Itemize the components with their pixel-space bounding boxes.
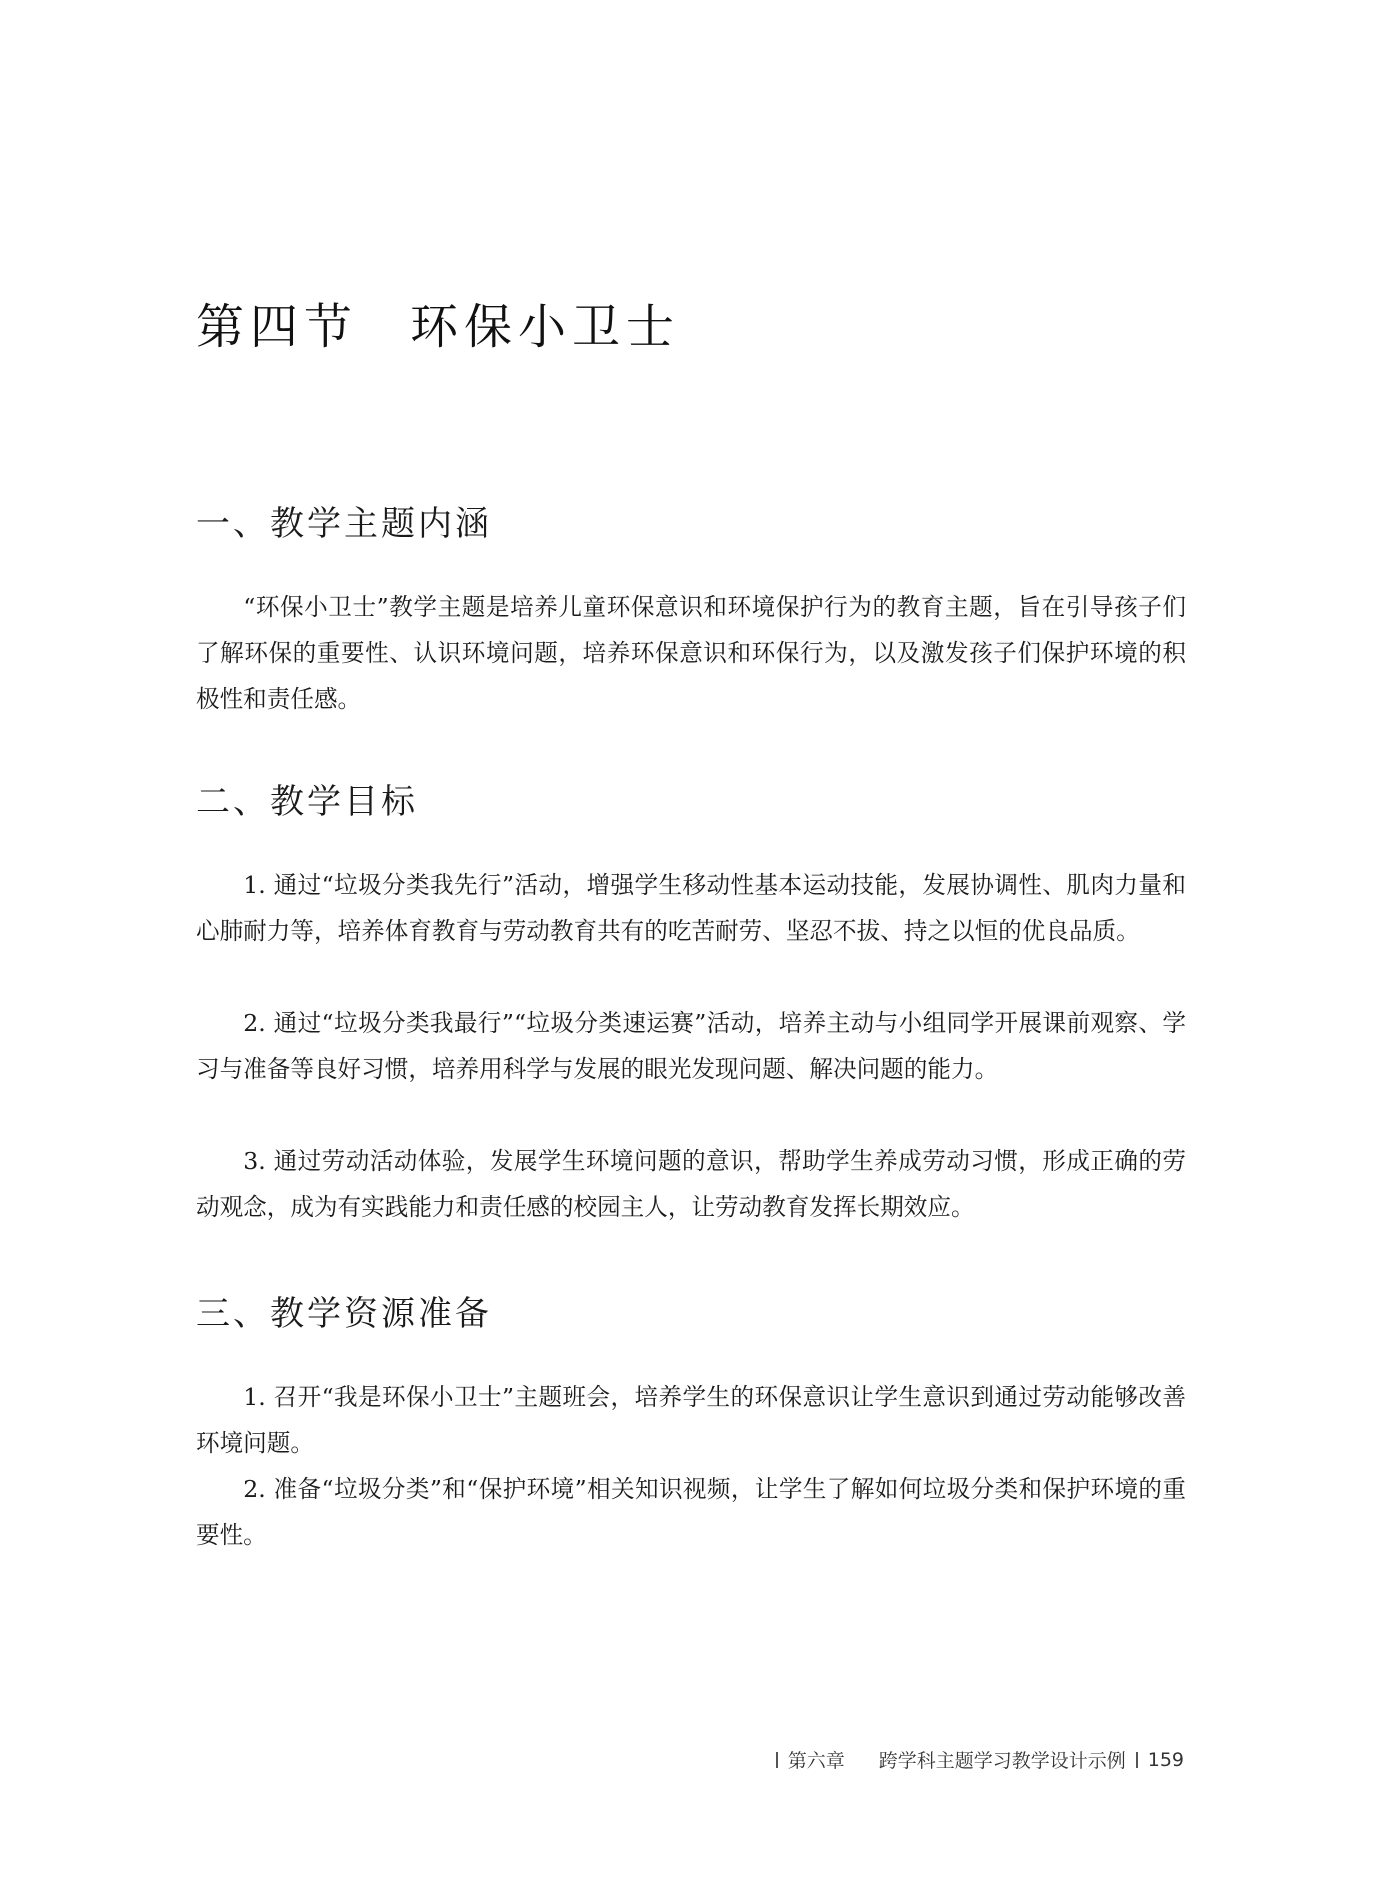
page-title bbox=[196, 288, 680, 357]
paragraph-resource-2: 2. 准备“垃圾分类”和“保护环境”相关知识视频，让学生了解如何垃圾分类和保护环境的重要性。 bbox=[196, 1475, 1186, 1549]
paragraph-goal-3: 3. 通过劳动活动体验，发展学生环境问题的意识，帮助学生养成劳动习惯，形成正确的劳动观念，成为有实践能力和责任感的校园主人，让劳动教育发挥长期效应。 bbox=[196, 1147, 1186, 1221]
footer-chapter-title: 跨学科主题学习教学设计示例 bbox=[878, 1750, 1126, 1772]
section-heading-goals: 二、教学目标 bbox=[196, 782, 418, 822]
section-number: 第四节 bbox=[196, 299, 359, 355]
paragraph-resource-1: 1. 召开“我是环保小卫士”主题班会，培养学生的环保意识让学生意识到通过劳动能够改善环境问题。 bbox=[196, 1383, 1186, 1457]
paragraph-theme: “环保小卫士”教学主题是培养儿童环保意识和环境保护行为的教育主题，旨在引导孩子们了解环保的重要性、认识环境问题，培养环保意识和环保行为，以及激发孩子们保护环境的积极性和责任感。 bbox=[196, 593, 1186, 713]
page-footer bbox=[776, 1746, 1184, 1773]
footer-divider bbox=[776, 1752, 778, 1768]
section-heading-resources: 三、教学资源准备 bbox=[196, 1294, 492, 1334]
paragraph-goal-2: 2. 通过“垃圾分类我最行”“垃圾分类速运赛”活动，培养主动与小组同学开展课前观察、学习与准备等良好习惯，培养用科学与发展的眼光发现问题、解决问题的能力。 bbox=[196, 1009, 1186, 1083]
section-heading-theme: 一、教学主题内涵 bbox=[196, 504, 492, 544]
section-name: 环保小卫士 bbox=[410, 299, 681, 355]
page-number: 159 bbox=[1147, 1748, 1184, 1771]
paragraph-goal-1: 1. 通过“垃圾分类我先行”活动，增强学生移动性基本运动技能，发展协调性、肌肉力量和心肺耐力等，培养体育教育与劳动教育共有的吃苦耐劳、坚忍不拔、持之以恒的优良品质。 bbox=[196, 871, 1186, 945]
footer-divider bbox=[1136, 1752, 1138, 1768]
footer-chapter: 第六章 bbox=[787, 1750, 845, 1772]
